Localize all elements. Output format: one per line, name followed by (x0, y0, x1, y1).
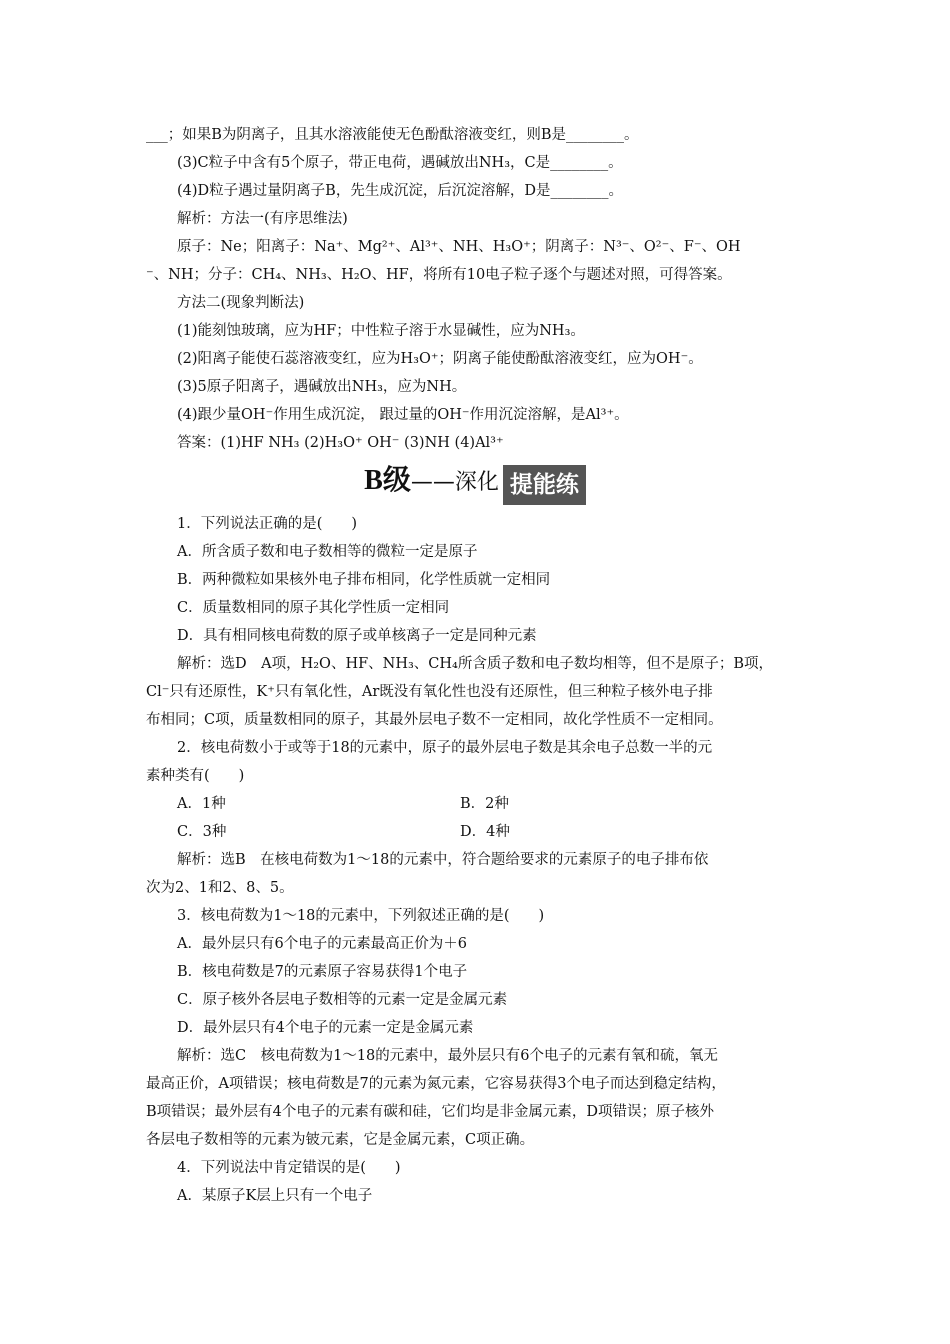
text-line: ___；如果B为阴离子，且其水溶液能使无色酚酞溶液变红，则B是________。 (146, 127, 639, 143)
section-level: B级 (364, 465, 411, 496)
option-c: C．质量数相同的原子其化学性质一定相同 (177, 600, 450, 616)
option-d: D．具有相同核电荷数的原子或单核离子一定是同种元素 (177, 628, 537, 644)
analysis-line: 解析：选C 核电荷数为1～18的元素中，最外层只有6个电子的元素有氧和硫，氧无 (177, 1048, 718, 1064)
text-line: 方法二(现象判断法) (177, 295, 305, 311)
option-c: C．原子核外各层电子数相等的元素一定是金属元素 (177, 992, 508, 1008)
answer-line: 答案：(1)HF NH₃ (2)H₃O⁺ OH⁻ (3)NH (4)Al³⁺ (177, 435, 504, 451)
section-badge: 提能练 (503, 465, 586, 505)
text-line: (4)跟少量OH⁻作用生成沉淀， 跟过量的OH⁻作用沉淀溶解，是Al³⁺。 (177, 407, 629, 423)
option-d: D．最外层只有4个电子的元素一定是金属元素 (177, 1020, 474, 1036)
option-d: D．4种 (460, 824, 510, 840)
text-line: (3)5原子阳离子，遇碱放出NH₃，应为NH。 (177, 379, 467, 395)
option-a: A．1种 (177, 796, 226, 812)
analysis-line: Cl⁻只有还原性，K⁺只有氧化性，Ar既没有氧化性也没有还原性，但三种粒子核外电子排 (146, 684, 713, 700)
option-b: B．2种 (460, 796, 509, 812)
question-stem: 1．下列说法正确的是( ) (177, 516, 358, 532)
text-line: (3)C粒子中含有5个原子，带正电荷，遇碱放出NH₃，C是________。 (177, 155, 623, 171)
analysis-line: B项错误；最外层有4个电子的元素有碳和硅，它们均是非金属元素，D项错误；原子核外 (146, 1104, 715, 1120)
text-line: (1)能刻蚀玻璃，应为HF；中性粒子溶于水显碱性，应为NH₃。 (177, 323, 585, 339)
section-subtitle: ——深化 (410, 470, 499, 495)
option-c: C．3种 (177, 824, 227, 840)
question-stem: 素种类有( ) (146, 768, 245, 784)
option-b: B．核电荷数是7的元素原子容易获得1个电子 (177, 964, 468, 980)
analysis-line: 各层电子数相等的元素为铍元素，它是金属元素，C项正确。 (146, 1132, 535, 1148)
question-stem: 2．核电荷数小于或等于18的元素中，原子的最外层电子数是其余电子总数一半的元 (177, 740, 713, 756)
section-heading (0, 459, 950, 503)
text-line: (4)D粒子遇过量阴离子B，先生成沉淀，后沉淀溶解，D是________。 (177, 183, 623, 199)
text-line: 解析：方法一(有序思维法) (177, 211, 348, 227)
analysis-line: 布相同；C项，质量数相同的原子，其最外层电子数不一定相同，故化学性质不一定相同。 (146, 712, 723, 728)
option-a: A．某原子K层上只有一个电子 (177, 1188, 373, 1204)
question-stem: 3．核电荷数为1～18的元素中，下列叙述正确的是( ) (177, 908, 545, 924)
option-b: B．两种微粒如果核外电子排布相同，化学性质就一定相同 (177, 572, 551, 588)
text-line: (2)阳离子能使石蕊溶液变红，应为H₃O⁺；阴离子能使酚酞溶液变红，应为OH⁻。 (177, 351, 703, 367)
option-a: A．最外层只有6个电子的元素最高正价为＋6 (177, 936, 467, 952)
analysis-line: 最高正价，A项错误；核电荷数是7的元素为氮元素，它容易获得3个电子而达到稳定结构， (146, 1076, 726, 1092)
question-stem: 4．下列说法中肯定错误的是( ) (177, 1160, 401, 1176)
analysis-line: 次为2、1和2、8、5。 (146, 880, 294, 896)
option-a: A．所含质子数和电子数相等的微粒一定是原子 (177, 544, 478, 560)
text-line: 原子：Ne；阳离子：Na⁺、Mg²⁺、Al³⁺、NH、H₃O⁺；阴离子：N³⁻、O²⁻、F⁻、OH (177, 239, 741, 255)
analysis-line: 解析：选B 在核电荷数为1～18的元素中，符合题给要求的元素原子的电子排布依 (177, 852, 709, 868)
text-line: ⁻、NH；分子：CH₄、NH₃、H₂O、HF，将所有10电子粒子逐个与题述对照，可得答案。 (146, 267, 732, 283)
analysis-line: 解析：选D A项，H₂O、HF、NH₃、CH₄所含质子数和电子数均相等，但不是原子；B项， (177, 656, 773, 672)
